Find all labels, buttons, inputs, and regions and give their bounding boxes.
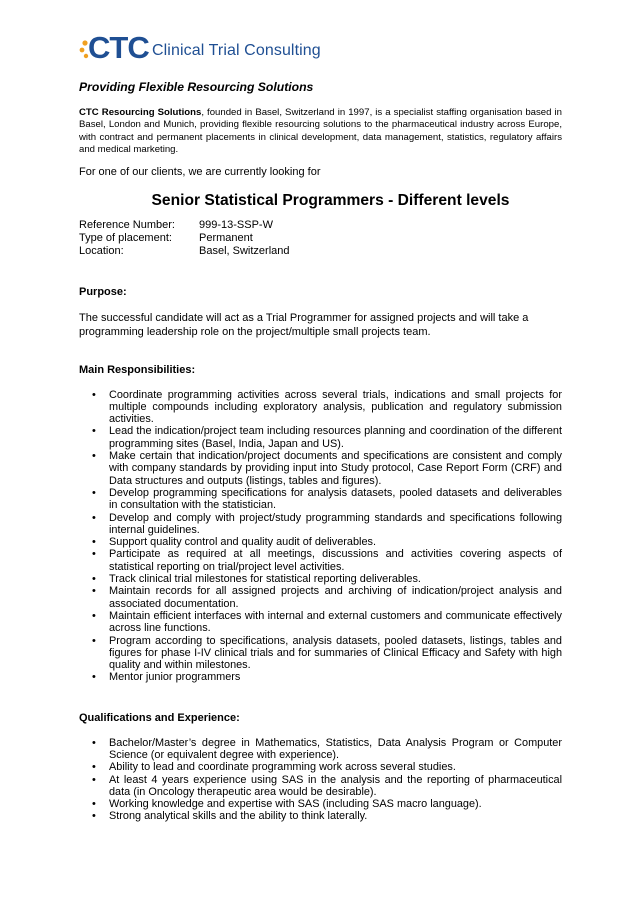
intro-company-name: CTC Resourcing Solutions bbox=[79, 107, 202, 118]
list-item-text: Coordinate programming activities across several trials, indications and small projects for multiple compounds including exploratory analysis, publication and regulatory submission activities. bbox=[109, 388, 562, 426]
list-item-text: Strong analytical skills and the ability to think laterally. bbox=[109, 810, 368, 823]
meta-row-reference bbox=[79, 219, 562, 232]
list-item-text: Ability to lead and coordinate programming work across several studies. bbox=[109, 761, 456, 774]
meta-row-placement bbox=[79, 232, 562, 245]
list-item-text: Bachelor/Master’s degree in Mathematics, Statistics, Data Analysis Program or Computer Science (or equivalent degree with experience). bbox=[109, 736, 562, 761]
qualifications-list bbox=[79, 737, 562, 823]
list-item bbox=[79, 512, 562, 537]
bullet-icon: • bbox=[92, 798, 96, 811]
list-item bbox=[79, 810, 562, 822]
bullet-icon: • bbox=[92, 511, 96, 524]
list-item bbox=[79, 737, 562, 762]
bullet-icon: • bbox=[92, 736, 96, 749]
bullet-icon: • bbox=[92, 536, 96, 549]
qualifications-heading: Qualifications and Experience: bbox=[79, 711, 240, 724]
list-item bbox=[79, 774, 562, 799]
list-item-text: Maintain efficient interfaces with internal and external customers and communicate effectively across line functions. bbox=[109, 609, 562, 635]
bullet-icon: • bbox=[92, 609, 96, 622]
list-item-text: Program according to specifications, analysis datasets, pooled datasets, listings, tables and figures for phase I-IV clinical trials and for summaries of Clinical Efficacy and Safety with high quality and within milestones. bbox=[109, 634, 562, 672]
responsibilities-heading: Main Responsibilities: bbox=[79, 363, 196, 376]
bullet-icon: • bbox=[92, 671, 96, 684]
bullet-icon: • bbox=[92, 773, 96, 786]
bullet-icon: • bbox=[92, 486, 96, 499]
intro-paragraph bbox=[79, 107, 562, 156]
list-item-text: Lead the indication/project team including resources planning and coordination of the different programming sites (Basel, India, Japan and US). bbox=[109, 425, 562, 450]
list-item bbox=[79, 635, 562, 672]
meta-label: Reference Number: bbox=[79, 219, 175, 232]
list-item bbox=[79, 761, 562, 773]
bullet-icon: • bbox=[92, 634, 96, 647]
logo-mark bbox=[79, 31, 159, 65]
meta-value: 999-13-SSP-W bbox=[199, 219, 273, 232]
list-item bbox=[79, 389, 562, 426]
list-item bbox=[79, 425, 562, 450]
bullet-icon: • bbox=[92, 425, 96, 438]
meta-label: Type of placement: bbox=[79, 231, 172, 244]
document-body bbox=[79, 80, 562, 850]
list-item bbox=[79, 548, 562, 573]
list-item bbox=[79, 585, 562, 610]
responsibilities-list bbox=[79, 389, 562, 684]
job-meta bbox=[79, 219, 562, 257]
list-item bbox=[79, 573, 562, 585]
list-item bbox=[79, 671, 562, 683]
bullet-icon: • bbox=[92, 810, 96, 823]
list-item bbox=[79, 487, 562, 512]
bullet-icon: • bbox=[92, 548, 96, 561]
list-item bbox=[79, 798, 562, 810]
bullet-icon: • bbox=[92, 585, 96, 598]
list-item-text: Develop and comply with project/study programming standards and specifications following internal guidelines. bbox=[109, 511, 562, 536]
bullet-icon: • bbox=[92, 761, 96, 774]
list-item-text: Working knowledge and expertise with SAS (including SAS macro language). bbox=[109, 798, 482, 811]
bullet-icon: • bbox=[92, 450, 96, 463]
tagline: Providing Flexible Resourcing Solutions bbox=[79, 80, 314, 94]
list-item-text: Track clinical trial milestones for statistical reporting deliverables. bbox=[109, 573, 421, 586]
list-item-text: Participate as required at all meetings, discussions and activities covering aspects of statistical reporting on trial/project level activities. bbox=[109, 548, 562, 573]
meta-label: Location: bbox=[79, 244, 124, 257]
looking-for-text: For one of our clients, we are currently looking for bbox=[79, 166, 321, 179]
list-item-text: Develop programming specifications for analysis datasets, pooled datasets and deliverables in consultation with the statistician. bbox=[109, 486, 562, 512]
list-item-text: Mentor junior programmers bbox=[109, 671, 241, 684]
purpose-text: The successful candidate will act as a Trial Programmer for assigned projects and will take a programming leadership role on the project/multiple small projects team. bbox=[79, 311, 529, 338]
logo-ctc-text: CTC bbox=[88, 30, 149, 65]
purpose-heading: Purpose: bbox=[79, 285, 127, 298]
list-item-text: Support quality control and quality audit of deliverables. bbox=[109, 536, 376, 549]
list-item-text: Make certain that indication/project documents and specifications are consistent and comply with company standards by providing input into Study protocol, Case Report Form (CRF) and Data structures and outputs (listings, tables and figures). bbox=[109, 450, 562, 487]
meta-value: Permanent bbox=[199, 231, 253, 244]
bullet-icon: • bbox=[92, 573, 96, 586]
intro-text: , founded in Basel, Switzerland in 1997, is a specialist staffing organisation based in Basel, London and Munich, providing flexible resourcing solutions to the pharmaceutical industry across Europe, with contract and permanent placements in clinical development, data management, statistics, regulatory affairs and medical marketing. bbox=[79, 107, 563, 155]
list-item bbox=[79, 610, 562, 635]
meta-value: Basel, Switzerland bbox=[199, 244, 290, 257]
bullet-icon: • bbox=[92, 388, 96, 401]
list-item-text: Maintain records for all assigned projects and archiving of indication/project analysis and associated documentation. bbox=[109, 585, 562, 610]
job-title: Senior Statistical Programmers - Different levels bbox=[151, 192, 510, 210]
list-item-text: At least 4 years experience using SAS in the analysis and the reporting of pharmaceutical data (in Oncology therapeutic area would be desirable). bbox=[109, 773, 562, 798]
list-item bbox=[79, 450, 562, 487]
logo-company-name: Clinical Trial Consulting bbox=[152, 42, 321, 59]
company-logo bbox=[79, 30, 321, 66]
meta-row-location bbox=[79, 245, 562, 258]
list-item bbox=[79, 536, 562, 548]
